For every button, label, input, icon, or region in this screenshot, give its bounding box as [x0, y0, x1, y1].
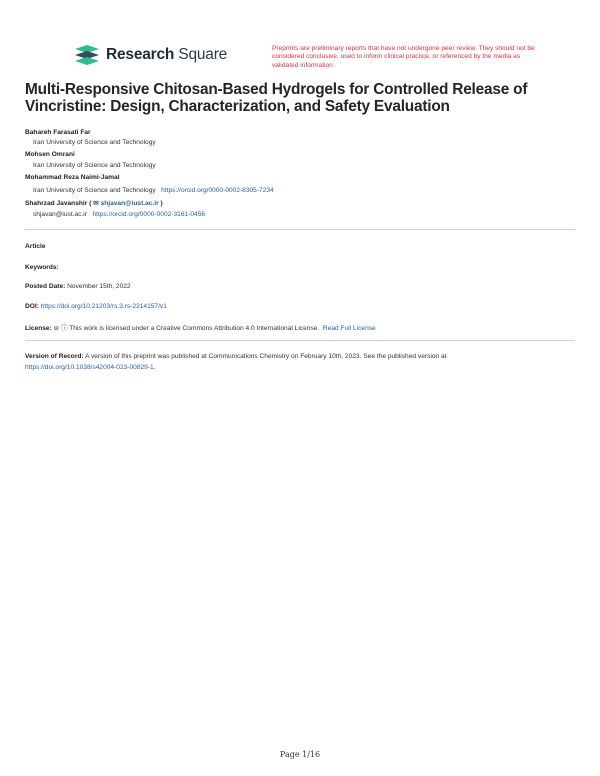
paper-title: Multi-Responsive Chitosan-Based Hydrogels for Controlled Release of Vincristine: Design, Characterization, and Safety Evaluation [25, 81, 528, 115]
research-square-logo[interactable] [74, 44, 227, 66]
author-affiliation: Iran University of Science and Technology [33, 187, 156, 194]
author-affiliation: Iran University of Science and Technology [33, 139, 156, 146]
envelope-icon: ✉ [93, 200, 99, 207]
corresponding-author: Shahrzad Javanshir ( ✉ shjavan@iust.ac.ir ) [25, 200, 163, 207]
author-affiliation-row [33, 187, 274, 194]
author-affiliation-row [33, 211, 205, 218]
divider [25, 340, 575, 341]
license-row: License: ⊜ ⓘ This work is licensed under a Creative Commons Attribution 4.0 International License. Read Full License [25, 325, 376, 332]
logo-text: Research Square [106, 46, 228, 63]
orcid-link[interactable]: https://orcid.org/0000-0002-3161-0456 [92, 211, 206, 218]
author-email-link[interactable]: ✉ shjavan@iust.ac.ir [93, 200, 159, 207]
author-name: Mohsen Omrani [25, 151, 75, 158]
creative-commons-icon: ⊜ ⓘ [53, 325, 68, 332]
author-affiliation: shjavan@iust.ac.ir [33, 211, 87, 218]
orcid-link[interactable]: https://orcid.org/0000-0002-8305-7234 [161, 187, 274, 194]
doi-row: DOI: https://doi.org/10.21203/rs.3.rs-2214157/v1 [25, 303, 167, 310]
author-affiliation: Iran University of Science and Technology [33, 162, 156, 169]
read-full-license-link[interactable]: Read Full License [322, 325, 376, 332]
version-of-record: Version of Record: A version of this preprint was published at Communications Chemistry on February 10th, 2023. See the published version at https://doi.org/10.1038/s42004-023-00829-1. [25, 353, 447, 371]
doi-link[interactable]: https://doi.org/10.21203/rs.3.rs-2214157/v1 [40, 303, 167, 310]
posted-date: Posted Date: November 15th, 2022 [25, 283, 131, 290]
article-type: Article [25, 243, 46, 250]
research-square-logo-icon [74, 44, 100, 66]
license-text: This work is licensed under a Creative Commons Attribution 4.0 International License. [69, 325, 320, 332]
version-of-record-link[interactable]: https://doi.org/10.1038/s42004-023-00829-1. [25, 364, 156, 371]
keywords: Keywords: [25, 264, 59, 271]
page-number: Page 1/16 [279, 750, 321, 759]
author-name: Mohammad Reza Naimi-Jamal [25, 174, 120, 181]
preprint-notice: Preprints are preliminary reports that have not undergone peer review. They should not be considered conclusive, used to inform clinical practice, or referenced by the media as validated information. [272, 45, 535, 69]
author-name: Shahrzad Javanshir [25, 200, 88, 207]
author-name: Bahareh Farasati Far [25, 129, 91, 136]
divider [25, 229, 575, 230]
